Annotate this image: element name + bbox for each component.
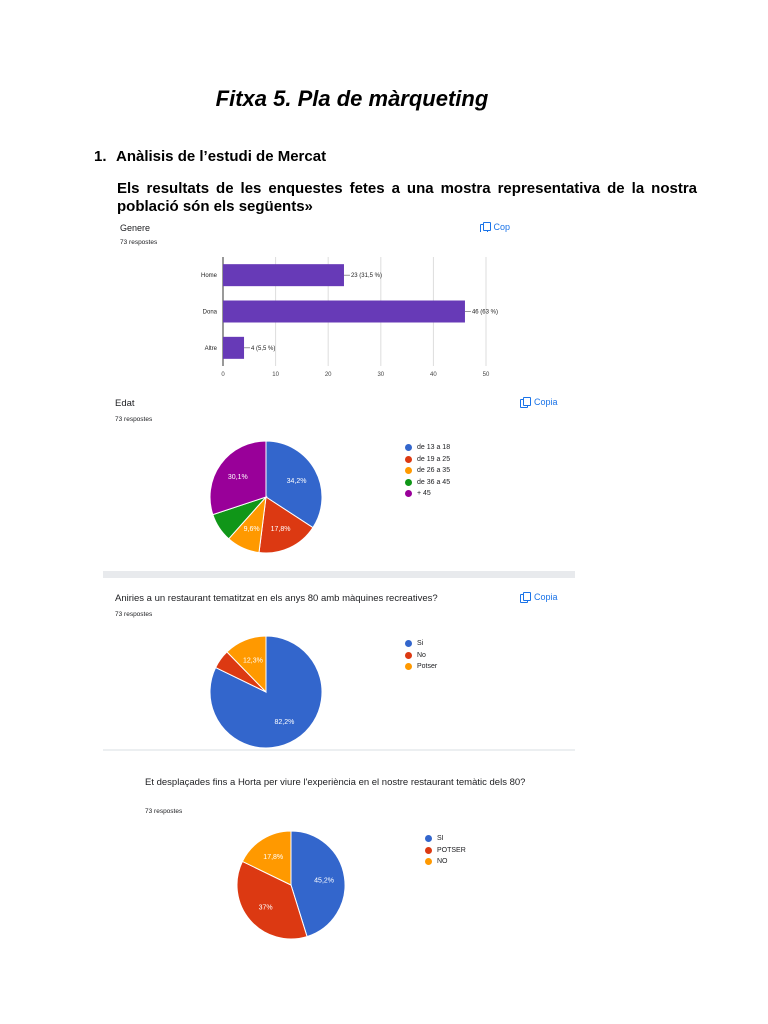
legend-item — [405, 454, 450, 466]
pie-slice-label: 34,2% — [286, 477, 307, 485]
legend-item — [405, 477, 450, 489]
legend-swatch — [405, 640, 412, 647]
legend-swatch — [405, 479, 412, 486]
copy-icon — [520, 592, 529, 602]
section-divider — [103, 571, 575, 578]
chart1-title: Genere — [120, 223, 151, 233]
bar-chart-tick-label: 10 — [272, 372, 279, 378]
legend-label: Si — [417, 640, 424, 648]
legend-item — [405, 638, 437, 650]
pie-slice-label: 37% — [258, 904, 273, 912]
legend-item — [405, 465, 450, 477]
bar-chart-category-label: Altre — [204, 345, 217, 352]
legend-swatch — [425, 847, 432, 854]
legend-item — [405, 650, 437, 662]
bar-chart-tick-label: 20 — [324, 372, 332, 378]
chart1-copy-button[interactable] — [480, 222, 510, 232]
pie-slice-label: 82,2% — [274, 718, 295, 726]
section-heading — [94, 148, 326, 165]
legend-label: de 26 a 35 — [417, 467, 451, 475]
legend-swatch — [405, 444, 412, 451]
legend-label: de 19 a 25 — [417, 455, 451, 463]
chart3-title: Aniries a un restaurant tematitzat en els anys 80 amb màquines recreatives? — [115, 593, 438, 604]
chart4-responses: 73 respostes — [145, 808, 183, 815]
legend-item — [405, 661, 437, 673]
bar-chart-bar — [223, 301, 465, 323]
bar-chart-tick-label: 50 — [482, 372, 490, 378]
chart4-legend — [425, 833, 466, 868]
legend-swatch — [405, 663, 412, 670]
copy-icon — [480, 222, 488, 232]
chart2-legend — [405, 442, 450, 500]
pie-slice-label: 9,6% — [243, 526, 260, 534]
legend-label: SI — [437, 835, 444, 843]
legend-item — [425, 833, 466, 845]
chart3-responses: 73 respostes — [115, 611, 153, 618]
chart3-copy-label: Copia — [534, 592, 558, 602]
legend-label: POTSER — [437, 846, 466, 854]
bar-chart-value-label: 23 (31,5 %) — [350, 273, 383, 280]
legend-label: de 13 a 18 — [417, 444, 451, 452]
bar-chart-tick-label: 40 — [430, 372, 437, 378]
legend-item — [405, 442, 450, 454]
legend-swatch — [405, 490, 412, 497]
bar-chart-tick-label: 30 — [377, 372, 385, 378]
chart1-responses: 73 respostes — [120, 239, 158, 246]
legend-swatch — [405, 652, 412, 659]
bar-chart-category-label: Dona — [202, 309, 217, 316]
age-pie-chart — [205, 439, 329, 557]
chart4-title: Et desplaçades fins a Horta per viure l'experiència en el nostre restaurant temàtic dels 80? — [145, 777, 526, 788]
pie-slice-label: 45,2% — [314, 877, 335, 885]
chart3-copy-button[interactable] — [520, 592, 558, 602]
gender-bar-chart — [180, 252, 510, 382]
document-title: Fitxa 5. Pla de màrqueting — [215, 86, 489, 111]
pie-slice-label: 17,8% — [270, 526, 291, 534]
chart2-responses: 73 respostes — [115, 416, 153, 423]
legend-swatch — [405, 456, 412, 463]
chart3-legend — [405, 638, 437, 673]
legend-label: de 36 a 45 — [417, 478, 451, 486]
travel-pie-chart — [232, 831, 350, 943]
legend-item — [405, 488, 450, 500]
pie-slice-label: 17,8% — [263, 854, 284, 862]
bar-chart-category-label: Home — [200, 273, 217, 280]
legend-item — [425, 856, 466, 868]
legend-swatch — [425, 858, 432, 865]
bar-chart-tick-label: 0 — [221, 372, 225, 378]
section-heading-text: Anàlisis de l’estudi de Mercat — [116, 148, 327, 165]
legend-item — [425, 845, 466, 857]
section-divider-thin — [103, 749, 575, 751]
bar-chart-value-label: 4 (5,5 %) — [251, 345, 276, 352]
restaurant-interest-pie-chart — [205, 636, 329, 752]
chart2-copy-label: Copia — [534, 397, 558, 407]
section-number: 1. — [94, 148, 107, 165]
intro-paragraph: Els resultats de les enquestes fetes a una mostra representativa de la nostra població són els següents» — [117, 180, 697, 215]
bar-chart-value-label: 46 (63 %) — [471, 309, 498, 316]
chart1-copy-label: Cop — [493, 222, 510, 232]
legend-label: NO — [437, 858, 448, 866]
bar-chart-bar — [223, 337, 244, 359]
copy-icon — [520, 397, 529, 407]
chart2-copy-button[interactable] — [520, 397, 558, 407]
bar-chart-bar — [223, 264, 344, 286]
pie-slice-label: 30,1% — [227, 474, 248, 482]
legend-label: No — [417, 651, 426, 659]
legend-label: Potser — [417, 663, 438, 671]
legend-swatch — [405, 467, 412, 474]
pie-slice-label: 12,3% — [242, 657, 263, 665]
chart2-title: Edat — [115, 398, 135, 409]
legend-swatch — [425, 835, 432, 842]
legend-label: + 45 — [417, 490, 431, 498]
